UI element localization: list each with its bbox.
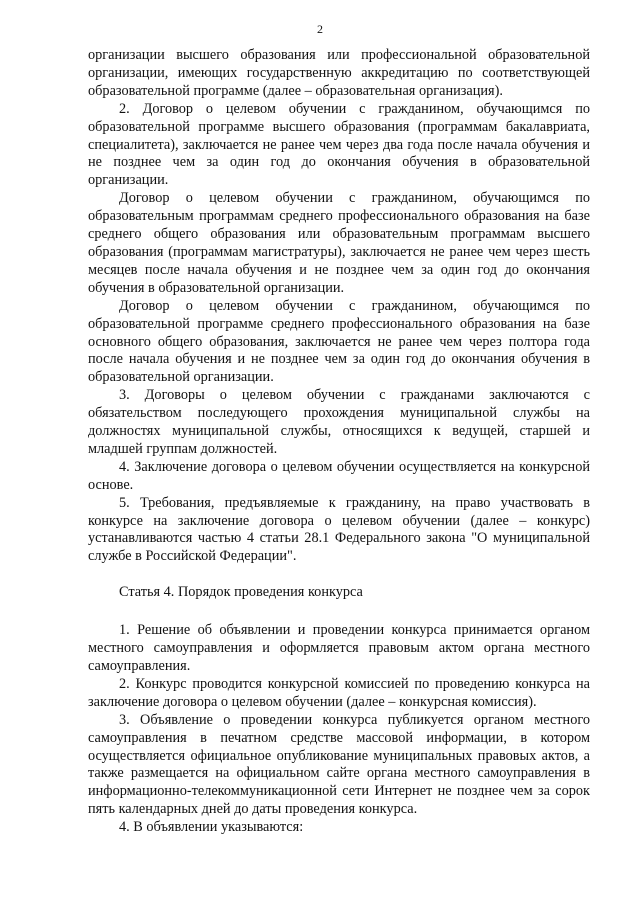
article-paragraph-3: 3. Объявление о проведении конкурса публикуется органом местного самоуправления в печатном средстве массовой информации, в котором осуществляется официальное опубликование муниципальных правовых актов, а также размещается на официальном сайте органа местного самоуправления в информационно-телекоммуникационной сети Интернет не позднее чем за сорок пять календарных дней до даты проведения конкурса. xyxy=(88,711,590,818)
article-paragraph-4: 4. В объявлении указываются: xyxy=(119,819,304,836)
article-heading: Статья 4. Порядок проведения конкурса xyxy=(119,584,363,601)
paragraph-item-4: 4. Заключение договора о целевом обучении осуществляется на конкурсной основе. xyxy=(88,458,590,493)
article-paragraph-1: 1. Решение об объявлении и проведении конкурса принимается органом местного самоуправления и оформляется правовым актом органа местного самоуправления. xyxy=(88,622,590,674)
paragraph-contract-secondary: Договор о целевом обучении с гражданином, обучающимся по образовательным программам среднего профессионального образования на базе среднего общего образования или образовательным программам высшего образования (программам магистратуры), заключается не ранее чем через шесть месяцев после начала обучения и не позднее чем за один год до окончания обучения в образовательной организации. xyxy=(88,190,590,296)
paragraph-item-2: 2. Договор о целевом обучении с гражданином, обучающимся по образовательной программе высшего образования (программам бакалавриата, специалитета), заключается не ранее чем через два года после начала обучения и не позднее чем за один год до окончания обучения в образовательной организации. xyxy=(88,100,590,189)
document-body xyxy=(88,47,590,837)
paragraph-item-3: 3. Договоры о целевом обучении с гражданами заключаются с обязательством последующего прохождения муниципальной службы на должностях муниципальной службы, относящихся к ведущей, старшей и младшей группам должностей. xyxy=(88,387,590,457)
paragraph-item-5: 5. Требования, предъявляемые к гражданину, на право участвовать в конкурсе на заключение договора о целевом обучении (далее – конкурс) устанавливаются частью 4 статьи 28.1 Федерального закона "О муниципальной службе в Российской Федерации". xyxy=(88,494,590,565)
article-paragraph-2: 2. Конкурс проводится конкурсной комиссией по проведению конкурса на заключение договора о целевом обучении (далее – конкурсная комиссия). xyxy=(88,675,590,710)
page-number: 2 xyxy=(317,22,323,36)
paragraph-continuation: организации высшего образования или профессиональной образовательной организации, имеющих государственную аккредитацию по соответствующей образовательной программе (далее – образовательная организация). xyxy=(88,47,590,99)
paragraph-contract-basic: Договор о целевом обучении с гражданином, обучающимся по образовательной программе среднего профессионального образования на базе основного общего образования, заключается не ранее чем через полтора года после начала обучения и не позднее чем за один год до окончания обучения в образовательной организации. xyxy=(88,297,590,386)
